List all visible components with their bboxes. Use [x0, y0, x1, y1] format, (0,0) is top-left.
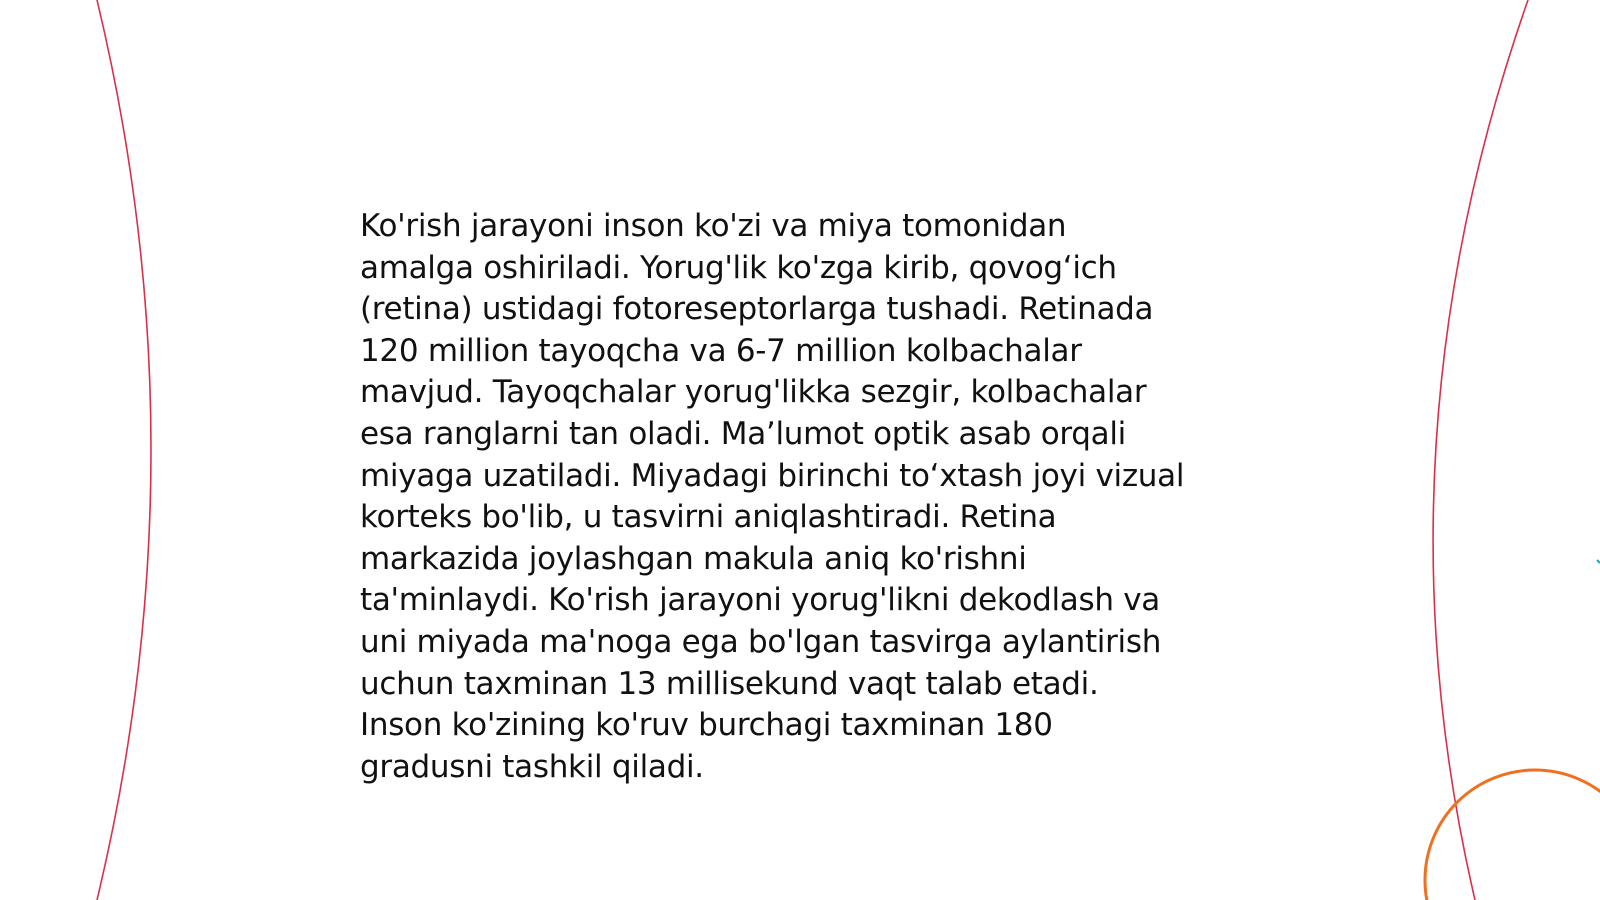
right-arc: [1433, 0, 1528, 900]
left-arc: [97, 0, 151, 900]
body-paragraph: Ko'rish jarayoni inson ko'zi va miya tomonidan amalga oshiriladi. Yorug'lik ko'zga kirib, qovog‘ich (retina) ustidagi fotoreseptorlarga tushadi. Retinada 120 million tayoqcha va 6-7 million kolbachalar mavjud. Tayoqchalar yorug'likka sezgir, kolbachalar esa ranglarni tan oladi. Ma’lumot optik asab orqali miyaga uzatiladi. Miyadagi birinchi to‘xtash joyi vizual korteks bo'lib, u tasvirni aniqlashtiradi. Retina markazida joylashgan makula aniq ko'rishni ta'minlaydi. Ko'rish jarayoni yorug'likni dekodlash va uni miyada ma'noga ega bo'lgan tasvirga aylantirish uchun taxminan 13 millisekund vaqt talab etadi. Inson ko'zining ko'ruv burchagi taxminan 180 gradusni tashkil qiladi.: [360, 208, 1185, 785]
corner-circle: [1425, 770, 1600, 900]
